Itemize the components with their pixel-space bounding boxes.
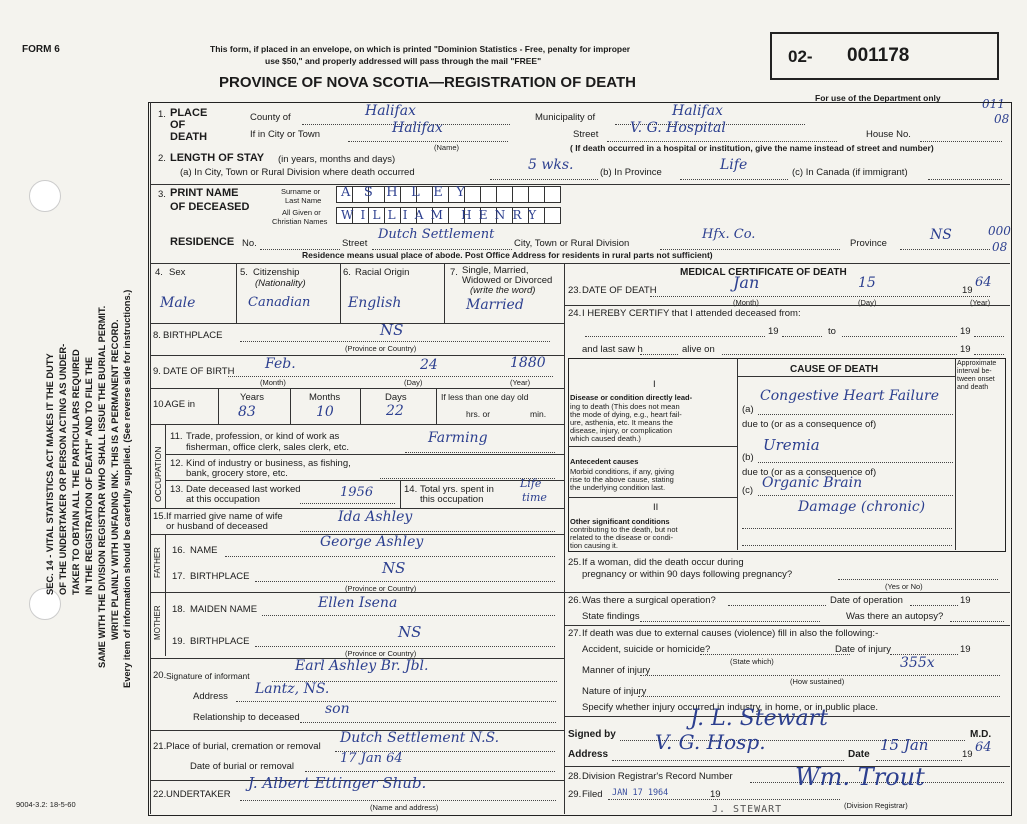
- stamp-name: J. STEWART: [712, 804, 783, 815]
- injury-19: 19: [960, 644, 971, 655]
- stay-b-label: (b) In Province: [600, 167, 662, 178]
- undertaker-caption: (Name and address): [370, 803, 439, 812]
- age-num: 10.: [153, 399, 167, 410]
- filed-label: Filed: [582, 789, 603, 800]
- occupation-12-q2: bank, grocery store, etc.: [186, 468, 288, 479]
- other-label-4: tion causing it.: [570, 541, 618, 550]
- informant-addr-value: Lantz, NS.: [255, 681, 330, 697]
- serial-box: [770, 32, 999, 80]
- form-title: PROVINCE OF NOVA SCOTIA—REGISTRATION OF DEATH: [219, 74, 636, 91]
- given-label-1: All Given or: [282, 208, 321, 217]
- birthplace-num: 8.: [153, 330, 161, 341]
- mother-bp-num: 19.: [172, 636, 186, 647]
- md-date-year-prefix: 19: [962, 749, 973, 760]
- certify-num: 24.: [568, 308, 582, 319]
- dept-use-label: For use of the Department only: [815, 93, 941, 103]
- birthplace-caption: (Province or Country): [345, 344, 417, 353]
- side-instruction-6: WRITE PLAINLY WITH UNFADING INK. THIS IS A PERMANENT RECORD.: [110, 319, 120, 640]
- municipality-label: Municipality of: [535, 112, 596, 123]
- q27-num: 27.: [568, 628, 582, 639]
- manner-caption: (How sustained): [790, 677, 845, 686]
- name-num: 3.: [158, 189, 166, 200]
- informant-addr-label: Address: [193, 691, 228, 702]
- residence-province-value: NS: [930, 227, 952, 243]
- footer-code: 9004-3.2: 18-5-60: [16, 800, 76, 809]
- surname-label-2: Last Name: [285, 196, 322, 205]
- medical-title: MEDICAL CERTIFICATE OF DEATH: [680, 267, 847, 278]
- form-number: FORM 6: [22, 44, 60, 55]
- father-bp-caption: (Province or Country): [345, 584, 417, 593]
- father-bp-num: 17.: [172, 571, 186, 582]
- mother-bp-caption: (Province or Country): [345, 649, 417, 658]
- accident-label: Accident, suicide or homicide?: [582, 644, 711, 655]
- cause-b-value: Uremia: [763, 436, 820, 454]
- occupation-13-q2: at this occupation: [186, 494, 260, 505]
- q28-label: Division Registrar's Record Number: [582, 771, 733, 782]
- certify-19-a: 19: [768, 326, 779, 337]
- occupation-12-q1: Kind of industry or business, as fishing,: [186, 458, 351, 469]
- informant-sig-label: Signature of informant: [166, 671, 250, 681]
- cause-a-value: Congestive Heart Failure: [760, 388, 940, 404]
- undertaker-label: UNDERTAKER: [166, 789, 231, 800]
- burial-date-label: Date of burial or removal: [190, 761, 295, 772]
- sex-label: Sex: [169, 267, 186, 278]
- antecedent-label-2: Morbid conditions, if any, giving: [570, 467, 675, 476]
- manner-value: 355x: [900, 655, 935, 671]
- interval-label: Approximate interval be-tween onset and death: [957, 360, 997, 391]
- age-min-label: min.: [530, 409, 547, 419]
- header-notice-1: This form, if placed in an envelope, on which is printed "Dominion Statistics - Free, penalty for improper: [210, 44, 631, 54]
- other-label-1: Other significant conditions: [570, 517, 670, 526]
- q25-label-2: pregnancy or within 90 days following pregnancy?: [582, 569, 793, 580]
- age-label: AGE in: [165, 399, 196, 410]
- side-instruction-1: SEC. 14 - VITAL STATISTICS ACT MAKES IT THE DUTY: [45, 353, 55, 595]
- side-instruction-4: IN THE REGISTRATION OF DEATH" AND TO FILE THE: [84, 356, 94, 595]
- dob-month-caption: (Month): [260, 378, 286, 387]
- marital-label: Single, Married,: [462, 265, 529, 276]
- undertaker-num: 22.: [153, 789, 167, 800]
- autopsy-label: Was there an autopsy?: [846, 611, 944, 622]
- name-label: PRINT NAME: [170, 187, 239, 199]
- other-label-3: related to the disease or condi-: [570, 533, 673, 542]
- dob-day: 24: [420, 357, 438, 373]
- birthplace-label: BIRTHPLACE: [163, 330, 223, 341]
- q28-num: 28.: [568, 771, 582, 782]
- serial-number: 001178: [847, 45, 910, 66]
- dod-label: DATE OF DEATH: [582, 285, 657, 296]
- filed-19: 19: [710, 789, 721, 800]
- disease-label-6: which caused death.): [570, 434, 641, 443]
- cause-c-label: (c): [742, 485, 754, 496]
- given-value: WILLIAM HENRY: [341, 208, 544, 222]
- due-to-b: due to (or as a consequence of): [742, 467, 877, 478]
- father-side-label: FATHER: [153, 547, 162, 578]
- municipality-value: Halifax: [672, 103, 723, 119]
- dod-year: 64: [975, 275, 992, 290]
- dob-num: 9.: [153, 366, 161, 377]
- certify-label: I HEREBY CERTIFY that I attended deceased from:: [582, 308, 801, 319]
- disease-label-1: Disease or condition directly lead-: [570, 393, 693, 402]
- stay-a-value: 5 wks.: [528, 157, 574, 173]
- occupation-11-value: Farming: [428, 430, 488, 446]
- disease-label-3: the mode of dying, e.g., heart fail-: [570, 410, 682, 419]
- antecedent-label-4: the underlying condition last.: [570, 483, 666, 492]
- registrar-signature: Wm. Trout: [795, 763, 925, 791]
- mother-maiden-value: Ellen Isena: [318, 595, 398, 611]
- hospital-note: ( If death occurred in a hospital or institution, give the name instead of street and number): [570, 143, 934, 153]
- occupation-13-value: 1956: [340, 485, 374, 500]
- occupation-14-num: 14.: [404, 484, 418, 495]
- city-label: If in City or Town: [250, 129, 321, 140]
- sex-num: 4.: [155, 267, 163, 278]
- date-injury-label: Date of injury: [835, 644, 891, 655]
- dept-code-mid-2: 08: [992, 240, 1008, 254]
- antecedent-label-3: rise to the above cause, stating: [570, 475, 674, 484]
- street-value: V. G. Hospital: [630, 120, 726, 136]
- dod-month: Jan: [733, 273, 760, 292]
- county-label: County of: [250, 112, 291, 123]
- residence-label: RESIDENCE: [170, 236, 235, 248]
- father-bp-value: NS: [382, 559, 406, 577]
- dod-day: 15: [858, 275, 876, 291]
- place-label: PLACE: [170, 107, 208, 119]
- name-letter-cell: [496, 186, 513, 203]
- cause-b-label: (b): [742, 452, 754, 463]
- place-label-death: DEATH: [170, 131, 208, 143]
- birthplace-value: NS: [380, 321, 404, 339]
- q25-label-1: If a woman, did the death occur during: [582, 557, 744, 568]
- filed-stamp: JAN 17 1964: [612, 788, 669, 798]
- father-name-label: NAME: [190, 545, 218, 556]
- burial-num: 21.: [153, 741, 167, 752]
- last-seen-label: and last saw h: [582, 344, 643, 355]
- street-label: Street: [573, 129, 599, 140]
- cause-a-label: (a): [742, 404, 754, 415]
- signed-value: J. L. Stewart: [690, 706, 828, 731]
- due-to-a: due to (or as a consequence of): [742, 419, 877, 430]
- county-value: Halifax: [365, 103, 416, 119]
- roman-2: II: [653, 502, 659, 513]
- mother-side-label: MOTHER: [153, 605, 162, 640]
- place-label-of: OF: [170, 119, 186, 131]
- name-label-deceased: OF DECEASED: [170, 201, 250, 213]
- q26-num: 26.: [568, 595, 582, 606]
- surname-value: ASHLEY: [341, 185, 479, 200]
- father-bp-label: BIRTHPLACE: [190, 571, 250, 582]
- undertaker-value: J. Albert Ettinger Shub.: [248, 774, 427, 792]
- racial-label: Racial Origin: [355, 267, 410, 278]
- alive-19: 19: [960, 344, 971, 355]
- dod-year-prefix: 19: [962, 285, 973, 296]
- age-days-label: Days: [385, 392, 407, 403]
- informant-sig-value: Earl Ashley Br. Jbl.: [295, 658, 429, 674]
- md-date-value: 15 Jan: [880, 736, 929, 754]
- racial-num: 6.: [343, 267, 351, 278]
- dept-code-top-2: 08: [994, 112, 1010, 126]
- residence-province-label: Province: [850, 238, 887, 249]
- stay-b-value: Life: [720, 157, 748, 173]
- cause-title: CAUSE OF DEATH: [790, 364, 879, 375]
- mother-maiden-label: MAIDEN NAME: [190, 604, 258, 615]
- name-letter-cell: [544, 186, 561, 203]
- name-letter-cell: [512, 186, 529, 203]
- stay-label: LENGTH OF STAY: [170, 152, 265, 164]
- name-letter-cell: [480, 186, 497, 203]
- burial-date-value: 17 Jan 64: [340, 751, 403, 766]
- city-name-caption: (Name): [434, 143, 460, 152]
- q25-caption: (Yes or No): [885, 582, 923, 591]
- informant-rel-label: Relationship to deceased: [193, 712, 300, 723]
- cause-c-value: Organic Brain: [762, 475, 863, 491]
- citizenship-label-2: (Nationality): [255, 278, 306, 289]
- side-instruction-7: Every item of information should be carefully supplied. (See reverse side for instructions.): [122, 289, 132, 688]
- occupation-11-q2: fisherman, office clerk, sales clerk, etc.: [186, 442, 349, 453]
- dob-label: DATE OF BIRTH: [163, 366, 235, 377]
- place-num: 1.: [158, 109, 166, 120]
- occupation-13-q1: Date deceased last worked: [186, 484, 301, 495]
- citizenship-label: Citizenship: [253, 267, 300, 278]
- q29-num: 29.: [568, 789, 582, 800]
- specify-label: Specify whether injury occurred in industry, in home, or in public place.: [582, 702, 879, 713]
- father-name-value: George Ashley: [320, 534, 424, 550]
- header-notice-2: use $50," and properly addressed will pass through the mail "FREE": [265, 56, 542, 66]
- stay-label-sub: (in years, months and days): [278, 154, 396, 165]
- side-instruction-3: TAKER TO OBTAIN ALL THE PARTICULARS REQUIRED: [71, 349, 81, 595]
- name-letter-cell: [528, 186, 545, 203]
- residence-city-label: City, Town or Rural Division: [514, 238, 630, 249]
- residence-no-label: No.: [242, 238, 257, 249]
- occupation-14-q1: Total yrs. spent in: [420, 484, 494, 495]
- signed-label: Signed by: [568, 729, 616, 740]
- burial-place-label: Place of burial, cremation or removal: [166, 741, 321, 752]
- surname-label-1: Surname or: [281, 187, 321, 196]
- md-address-value: V. G. Hosp.: [655, 730, 766, 754]
- cause-c-value-2: Damage (chronic): [798, 499, 926, 515]
- marital-label-3: (write the word): [470, 285, 536, 296]
- dept-code-top-1: 011: [982, 97, 1005, 111]
- stay-c-label: (c) In Canada (if immigrant): [792, 167, 908, 178]
- informant-num: 20.: [153, 670, 167, 681]
- informant-rel-value: son: [325, 701, 350, 717]
- q25-num: 25.: [568, 557, 582, 568]
- sex-value: Male: [160, 295, 196, 311]
- antecedent-label-1: Antecedent causes: [570, 457, 639, 466]
- operation-date-label: Date of operation: [830, 595, 903, 606]
- burial-place-value: Dutch Settlement N.S.: [340, 730, 500, 746]
- age-less-label: If less than one day old: [441, 392, 529, 402]
- dept-code-mid-1: 000: [988, 224, 1011, 238]
- alive-on-label: alive on: [682, 344, 715, 355]
- q27-label: If death was due to external causes (violence) fill in also the following:-: [582, 628, 879, 639]
- age-years-label: Years: [240, 392, 264, 403]
- citizenship-num: 5.: [240, 267, 248, 278]
- occupation-11-num: 11.: [170, 431, 183, 442]
- dod-num: 23.: [568, 285, 582, 296]
- mother-bp-value: NS: [398, 623, 422, 641]
- certify-to: to: [828, 326, 836, 337]
- occupation-14-q2: this occupation: [420, 494, 484, 505]
- spouse-label-1: If married give name of wife: [166, 511, 283, 522]
- dod-day-caption: (Day): [858, 298, 877, 307]
- state-findings-label: State findings: [582, 611, 640, 622]
- dod-year-caption: (Year): [970, 298, 991, 307]
- spouse-value: Ida Ashley: [338, 509, 413, 525]
- occupation-14-value-1: Life: [520, 477, 542, 490]
- given-label-2: Christian Names: [272, 217, 328, 226]
- registrar-caption: (Division Registrar): [844, 801, 908, 810]
- stay-a-label: (a) In City, Town or Rural Division where death occurred: [180, 167, 415, 178]
- racial-value: English: [348, 295, 402, 311]
- dob-day-caption: (Day): [404, 378, 423, 387]
- marital-label-2: Widowed or Divorced: [462, 275, 553, 286]
- disease-label-5: disease, injury, or complication: [570, 426, 672, 435]
- md-date-label: Date: [848, 749, 870, 760]
- dob-month: Feb.: [265, 356, 296, 372]
- age-months: 10: [316, 404, 334, 420]
- dod-month-caption: (Month): [733, 298, 759, 307]
- occupation-14-value-2: time: [522, 491, 547, 504]
- mother-maiden-num: 18.: [172, 604, 186, 615]
- stay-num: 2.: [158, 153, 166, 164]
- dob-year: 1880: [510, 355, 546, 371]
- age-hrs-label: hrs. or: [466, 409, 491, 419]
- name-letter-cell: [544, 207, 561, 224]
- md-address-label: Address: [568, 749, 609, 760]
- marital-value: Married: [466, 297, 524, 313]
- marital-num: 7.: [450, 267, 458, 278]
- citizenship-value: Canadian: [248, 295, 311, 310]
- mother-bp-label: BIRTHPLACE: [190, 636, 250, 647]
- age-months-label: Months: [309, 392, 341, 403]
- operation-19: 19: [960, 595, 971, 606]
- spouse-label-2: or husband of deceased: [166, 521, 268, 532]
- residence-note: Residence means usual place of abode. Post Office Address for residents in rural parts not sufficient): [302, 250, 713, 260]
- roman-1: I: [653, 379, 656, 390]
- serial-prefix: 02-: [788, 47, 813, 66]
- spouse-num: 15.: [153, 511, 167, 522]
- occupation-11-q1: Trade, profession, or kind of work as: [186, 431, 340, 442]
- nature-label: Nature of injury: [582, 686, 647, 697]
- manner-label: Manner of injury: [582, 665, 651, 676]
- md-label: M.D.: [970, 729, 992, 740]
- certify-19-b: 19: [960, 326, 971, 337]
- occupation-12-num: 12.: [170, 458, 184, 469]
- other-label-2: contributing to the death, but not: [570, 525, 678, 534]
- accident-caption: (State which): [730, 657, 774, 666]
- side-instruction-5: SAME WITH THE DIVISION REGISTRAR WHO SHALL ISSUE THE BURIAL PERMIT.: [97, 305, 107, 668]
- md-date-year: 64: [975, 740, 992, 755]
- occupation-13-num: 13.: [170, 484, 184, 495]
- city-value: Halifax: [392, 120, 443, 136]
- disease-label-2: ing to death (This does not mean: [570, 402, 680, 411]
- residence-street-value: Dutch Settlement: [378, 227, 495, 242]
- occupation-side-label: OCCUPATION: [153, 446, 163, 502]
- age-days: 22: [386, 403, 404, 419]
- disease-label-4: ure, asthenia, etc. It means the: [570, 418, 673, 427]
- side-instruction-2: OF THE UNDERTAKER OR PERSON ACTING AS UNDER-: [58, 343, 68, 595]
- residence-street-label: Street: [342, 238, 368, 249]
- age-years: 83: [238, 404, 256, 420]
- house-label: House No.: [866, 129, 911, 140]
- dob-year-caption: (Year): [510, 378, 531, 387]
- punch-hole-top: [29, 180, 61, 212]
- q26-label: Was there a surgical operation?: [582, 595, 716, 606]
- father-name-num: 16.: [172, 545, 186, 556]
- residence-city-value: Hfx. Co.: [702, 227, 756, 242]
